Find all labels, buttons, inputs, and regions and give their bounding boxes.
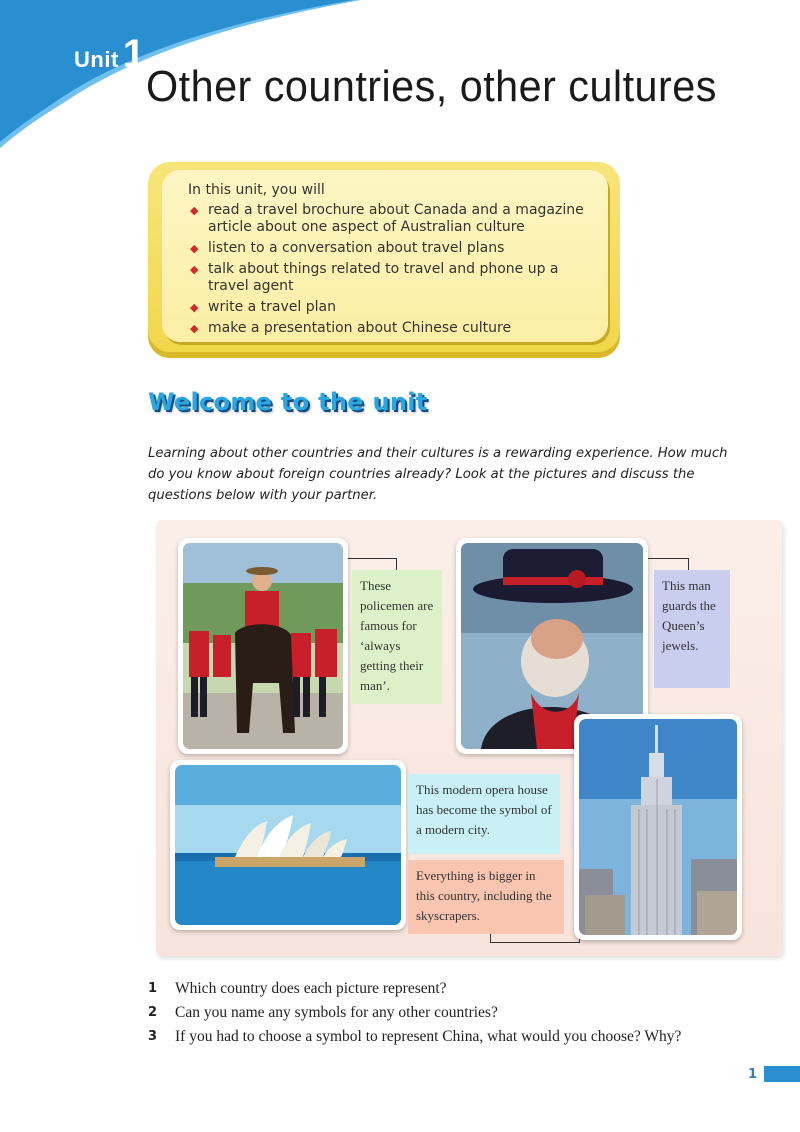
question-number: 1 bbox=[148, 981, 158, 996]
caption-policemen: These policemen are famous for ‘always getting their man’. bbox=[352, 570, 442, 704]
caption-guard: This man guards the Queen’s jewels. bbox=[654, 570, 730, 688]
objectives-inner bbox=[162, 170, 608, 342]
question-item bbox=[148, 980, 738, 998]
page-tab bbox=[764, 1066, 800, 1082]
objective-item bbox=[188, 240, 590, 257]
diamond-bullet-icon: ◆ bbox=[190, 301, 199, 314]
objective-text: listen to a conversation about travel plans bbox=[208, 240, 505, 256]
discussion-questions bbox=[148, 980, 738, 1052]
caption-opera: This modern opera house has become the symbol of a modern city. bbox=[408, 774, 560, 854]
objective-item bbox=[188, 299, 590, 316]
section-heading: Welcome to the unit bbox=[148, 388, 428, 416]
objectives-intro: In this unit, you will bbox=[188, 182, 325, 198]
page-title: Other countries, other cultures bbox=[146, 62, 717, 111]
question-text: If you had to choose a symbol to represent China, what would you choose? Why? bbox=[175, 1028, 682, 1045]
intro-paragraph: Learning about other countries and their cultures is a rewarding experience. How much do you know about foreign countries already? Look at the pictures and discuss the questions below with your partner. bbox=[148, 446, 728, 503]
objective-text: read a travel brochure about Canada and a magazine article about one aspect of Australian culture bbox=[208, 202, 584, 235]
unit-number: 1 bbox=[122, 32, 146, 76]
question-item bbox=[148, 1028, 738, 1046]
objectives-list bbox=[188, 202, 590, 337]
question-item bbox=[148, 1004, 738, 1022]
mounted-police-photo bbox=[183, 543, 343, 749]
unit-word: Unit bbox=[74, 47, 119, 72]
diamond-bullet-icon: ◆ bbox=[190, 263, 199, 276]
objective-item bbox=[188, 202, 590, 236]
opera-house-photo bbox=[175, 765, 401, 925]
caption-skyscraper: Everything is bigger in this country, including the skyscrapers. bbox=[408, 860, 564, 934]
diamond-bullet-icon: ◆ bbox=[190, 322, 199, 335]
question-number: 3 bbox=[148, 1029, 158, 1044]
picture-panel bbox=[156, 520, 782, 956]
objective-item bbox=[188, 261, 590, 295]
objective-text: write a travel plan bbox=[208, 299, 336, 315]
objective-item bbox=[188, 320, 590, 337]
question-number: 2 bbox=[148, 1005, 158, 1020]
photo-opera-house bbox=[170, 760, 406, 930]
skyscraper-photo bbox=[579, 719, 737, 935]
unit-label bbox=[74, 32, 145, 77]
question-text: Which country does each picture represent? bbox=[175, 980, 447, 997]
objective-text: talk about things related to travel and phone up a travel agent bbox=[208, 261, 559, 294]
diamond-bullet-icon: ◆ bbox=[190, 242, 199, 255]
photo-skyscraper bbox=[574, 714, 742, 940]
objective-text: make a presentation about Chinese culture bbox=[208, 320, 512, 336]
question-text: Can you name any symbols for any other countries? bbox=[175, 1004, 498, 1021]
page-number: 1 bbox=[748, 1067, 758, 1082]
photo-mounted-police bbox=[178, 538, 348, 754]
diamond-bullet-icon: ◆ bbox=[190, 204, 199, 217]
objectives-box bbox=[148, 162, 620, 358]
